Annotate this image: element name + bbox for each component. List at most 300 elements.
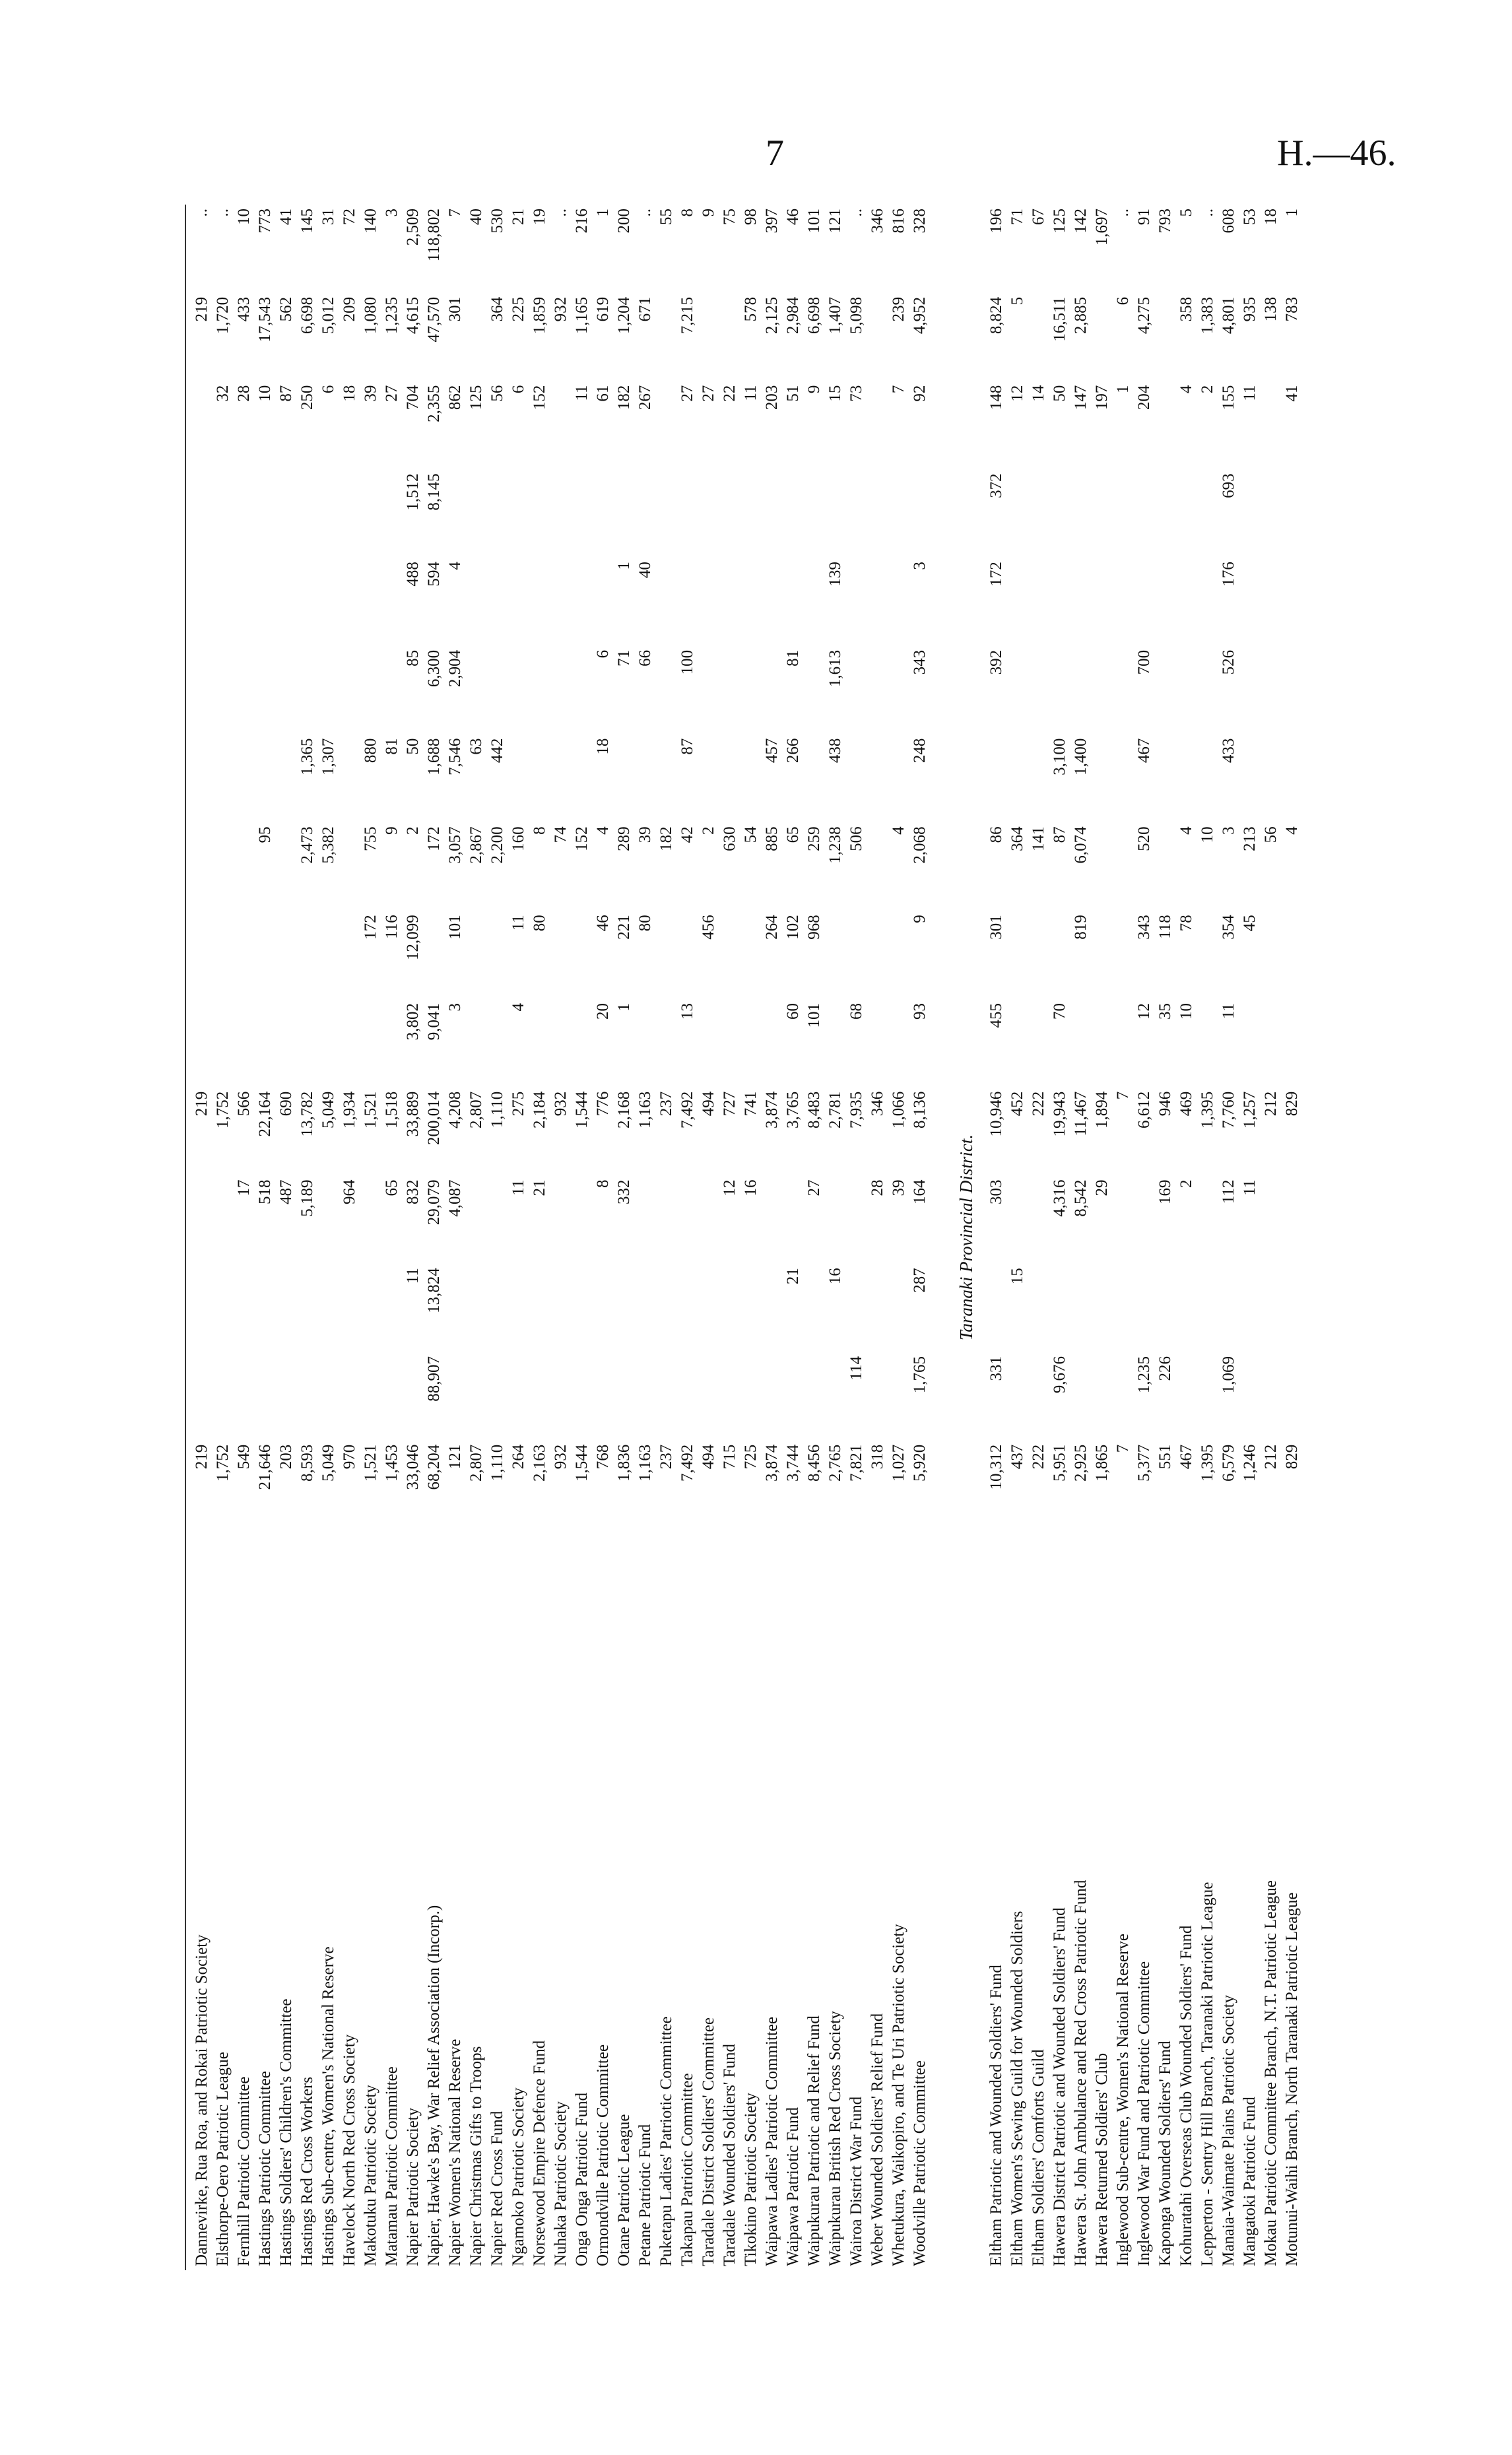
amount-cell [445,1264,466,1352]
amount-cell [550,381,572,470]
amount-cell: 1,765 [911,1356,929,1394]
amount-cell [1007,1352,1028,1441]
amount-cell: 29 [1093,1179,1111,1196]
amount-cell: 2,509 [404,209,422,246]
amount-cell [213,822,234,911]
fund-name-cell: Hastings Red Cross Workers [298,2076,316,2266]
amount-cell: 68 [847,1002,865,1020]
amount-cell [677,469,698,558]
amount-cell: 6,074 [1072,826,1090,864]
amount-cell [783,558,804,646]
table-row [339,205,360,2270]
amount-cell: 457 [763,738,781,764]
amount-cell [804,558,825,646]
amount-cell: 5,377 [1135,1444,1153,1482]
amount-cell [635,1352,656,1441]
amount-cell [635,999,656,1088]
amount-cell [1197,646,1218,735]
amount-cell: 172 [425,826,443,851]
amount-cell: 829 [1283,1091,1301,1117]
amount-cell [381,1264,403,1352]
amount-cell [508,558,529,646]
amount-cell: .. [1199,209,1216,217]
amount-cell [656,1352,677,1441]
amount-cell: 4,087 [446,1179,464,1217]
amount-cell [466,646,487,735]
amount-cell [888,999,909,1088]
amount-cell: 6,612 [1135,1091,1153,1129]
amount-cell [234,911,255,999]
amount-cell: 216 [573,209,591,234]
amount-cell: 15 [1008,1268,1026,1285]
amount-cell: 1,934 [341,1091,358,1129]
amount-cell: 3 [1220,826,1237,835]
amount-cell: 118,802 [425,209,443,262]
amount-cell: 8,542 [1072,1179,1090,1217]
amount-cell: 78 [1177,915,1195,932]
amount-cell [466,293,487,381]
amount-cell: 364 [488,296,506,322]
amount-cell: 715 [721,1444,739,1470]
amount-cell [740,999,762,1088]
amount-cell [297,999,318,1088]
amount-cell [550,646,572,735]
fund-name-cell: Nuhaka Patriotic Society [552,2101,570,2266]
amount-cell: 1 [594,209,612,217]
amount-cell [255,646,276,735]
amount-cell: 3,057 [446,826,464,864]
amount-cell [550,911,572,999]
amount-cell [740,1352,762,1441]
amount-cell: 10,946 [987,1091,1005,1137]
amount-cell [1113,822,1134,911]
fund-name-cell: Waipukurau British Red Cross Society [826,2011,844,2266]
amount-cell [1197,735,1218,823]
amount-cell: 2,473 [298,826,316,864]
amount-cell [1239,469,1261,558]
amount-cell [529,1264,550,1352]
rule-cell [185,822,191,911]
amount-cell [360,469,381,558]
amount-cell: 773 [256,209,274,234]
page-header [0,0,1512,218]
amount-cell: 87 [1051,826,1068,843]
fund-name-cell: Eltham Patriotic and Wounded Soldiers' Fund [987,1965,1005,2266]
amount-cell [740,735,762,823]
amount-cell [1282,558,1303,646]
amount-cell [234,999,255,1088]
amount-cell: 13,824 [425,1268,443,1313]
amount-cell: 932 [552,1444,570,1470]
amount-cell: 1,752 [214,1444,232,1482]
amount-cell: 72 [341,209,358,225]
amount-cell: 47,570 [425,296,443,343]
amount-cell [719,469,740,558]
gap-cell [931,205,946,2270]
amount-cell: 98 [742,209,760,225]
amount-cell: 2,807 [467,1444,485,1482]
amount-cell: 63 [467,738,485,755]
amount-cell: 2 [1199,385,1216,394]
amount-cell [1092,911,1113,999]
amount-cell: 354 [1220,915,1237,940]
amount-cell: 5,951 [1051,1444,1068,1482]
amount-cell: 27 [383,385,401,402]
amount-cell: 3 [911,562,929,570]
amount-cell: 456 [700,915,717,940]
amount-cell: 21 [784,1268,802,1285]
amount-cell [1007,558,1028,646]
table-row [1134,205,1155,2270]
amount-cell: 2,885 [1072,296,1090,335]
amount-cell: 31 [319,209,337,225]
amount-cell: 6,698 [805,296,823,335]
amount-cell [445,1352,466,1441]
amount-cell: 12 [1135,1002,1153,1020]
amount-cell [318,646,339,735]
amount-cell: 970 [341,1444,358,1470]
amount-cell [1282,1175,1303,1264]
amount-cell [339,646,360,735]
amount-cell: 768 [594,1444,612,1470]
amount-cell: 7,546 [446,738,464,775]
rule-cell [185,558,191,646]
amount-cell: 594 [425,562,443,587]
amount-cell [656,999,677,1088]
amount-cell [1239,999,1261,1088]
amount-cell [529,469,550,558]
amount-cell [867,1264,888,1352]
amount-cell [487,1352,508,1441]
amount-cell: 212 [1262,1091,1280,1117]
amount-cell: 80 [636,915,654,932]
amount-cell: 39 [362,385,379,402]
amount-cell: 8,136 [911,1091,929,1129]
amount-cell: 21 [531,1179,548,1196]
amount-cell [1261,381,1282,470]
amount-cell [466,1352,487,1441]
amount-cell: 693 [1220,473,1237,498]
amount-cell: .. [214,209,232,217]
amount-cell: 8,593 [298,1444,316,1482]
amount-cell [1028,646,1049,735]
amount-cell: 65 [383,1179,401,1196]
amount-cell: 819 [1072,915,1090,940]
rule-cell [185,1441,191,1529]
amount-cell [656,1175,677,1264]
amount-cell [1134,1175,1155,1264]
amount-cell [1176,735,1197,823]
amount-cell: 101 [446,915,464,940]
amount-cell: 318 [869,1444,886,1470]
amount-cell [986,1264,1007,1352]
table-row [1049,205,1070,2270]
amount-cell [762,1175,783,1264]
amount-cell: 8 [594,1179,612,1188]
table-row [1197,205,1218,2270]
amount-cell: 139 [826,562,844,587]
amount-cell: 18 [1262,209,1280,225]
amount-cell [804,1352,825,1441]
amount-cell: 141 [1030,826,1047,851]
amount-cell [677,1264,698,1352]
rule-cell [185,1088,191,1176]
amount-cell: 39 [636,826,654,843]
amount-cell [656,469,677,558]
amount-cell [1049,911,1070,999]
amount-cell: 27 [700,385,717,402]
amount-cell [339,999,360,1088]
fund-name-cell: Otane Patriotic League [615,2114,633,2266]
amount-cell: 1,752 [214,1091,232,1129]
amount-cell [635,735,656,823]
amount-cell: 81 [383,738,401,755]
amount-cell: 22 [721,385,739,402]
amount-cell [909,469,931,558]
amount-cell: 1,688 [425,738,443,775]
amount-cell: 16,511 [1051,296,1068,342]
amount-cell [466,469,487,558]
amount-cell: 1 [615,562,633,570]
amount-cell [318,1175,339,1264]
amount-cell: 1,204 [615,296,633,335]
amount-cell: 68,204 [425,1444,443,1490]
table-row [550,205,572,2270]
amount-cell [360,646,381,735]
amount-cell: 81 [784,649,802,667]
amount-cell [529,558,550,646]
amount-cell: 1 [615,1002,633,1012]
amount-cell [487,1264,508,1352]
amount-cell [719,1352,740,1441]
amount-cell [846,469,867,558]
amount-cell: 50 [404,738,422,755]
fund-name-cell: Hastings Sub-centre, Women's National Reserve [319,1946,337,2266]
table-row [213,205,234,2270]
amount-cell: 5,920 [911,1444,929,1482]
table-row [804,205,825,2270]
amount-cell: 41 [277,209,295,225]
table-row [1007,205,1028,2270]
amount-cell [698,558,719,646]
amount-cell [888,911,909,999]
amount-cell: 54 [742,826,760,843]
amount-cell: 5,189 [298,1179,316,1217]
amount-cell: 1,544 [573,1091,591,1129]
amount-cell: 9,676 [1051,1356,1068,1394]
amount-cell: 5 [1008,296,1026,306]
amount-cell: 41 [1283,385,1301,402]
amount-cell: 1,235 [1135,1356,1153,1394]
amount-cell: 1,383 [1199,296,1216,335]
amount-cell: 40 [467,209,485,225]
amount-cell: 4 [890,826,907,835]
amount-cell: 266 [784,738,802,764]
amount-cell: 2 [404,826,422,835]
fund-name-cell: Weber Wounded Soldiers' Relief Fund [869,2013,886,2266]
amount-cell: 219 [193,296,211,322]
table-row [1092,205,1113,2270]
amount-cell: 8,456 [805,1444,823,1482]
amount-cell: 221 [615,915,633,940]
amount-cell: 783 [1283,296,1301,322]
table-row [318,205,339,2270]
fund-name-cell: Takapau Patriotic Committee [678,2073,696,2266]
amount-cell [1239,1352,1261,1441]
amount-cell [1092,293,1113,381]
amount-cell [1197,469,1218,558]
amount-cell: 2,781 [826,1091,844,1129]
amount-cell: 213 [1241,826,1259,851]
amount-cell: 4 [594,826,612,835]
amount-cell [191,999,213,1088]
amount-cell: 56 [1262,826,1280,843]
amount-cell: 1,836 [615,1444,633,1482]
amount-cell [360,1264,381,1352]
amount-cell [1176,1264,1197,1352]
amount-cell: 8 [678,209,696,217]
amount-cell [572,911,593,999]
fund-name-cell: Lepperton - Sentry Hill Branch, Taranaki Patriotic League [1199,1882,1216,2266]
amount-cell [466,999,487,1088]
amount-cell [1092,646,1113,735]
amount-cell [698,735,719,823]
amount-cell: 10 [235,209,253,225]
amount-cell [1197,1175,1218,1264]
amount-cell [1113,1264,1134,1352]
amount-cell: 4,275 [1135,296,1153,335]
amount-cell: 964 [341,1179,358,1204]
fund-name-cell: Matamau Patriotic Committee [383,2066,401,2266]
amount-cell: 152 [573,826,591,851]
amount-cell: .. [193,209,211,217]
amount-cell: 2,355 [425,385,443,422]
table-row [1218,205,1239,2270]
rule-cell [185,1264,191,1352]
amount-cell: 4,615 [404,296,422,335]
amount-cell [255,469,276,558]
amount-cell: 27 [805,1179,823,1196]
amount-cell [1239,735,1261,823]
amount-cell: 2,200 [488,826,506,864]
table-row [740,205,762,2270]
amount-cell: 152 [531,385,548,410]
amount-cell: 4,801 [1220,296,1237,335]
amount-cell: 2 [1177,1179,1195,1188]
amount-cell [1092,1352,1113,1441]
amount-cell [339,1352,360,1441]
amount-cell [804,735,825,823]
amount-cell: 5,012 [319,296,337,335]
amount-cell: 67 [1030,209,1047,225]
amount-cell: 1,544 [573,1444,591,1482]
amount-cell [1155,558,1176,646]
amount-cell: 9 [911,915,929,923]
table-row [297,205,318,2270]
district-heading-row [946,205,986,2270]
amount-cell: 494 [700,1444,717,1470]
rule-cell [185,1529,191,2270]
table-row [381,205,403,2270]
amount-cell [762,469,783,558]
amount-cell [1155,1264,1176,1352]
amount-cell [1007,911,1028,999]
amount-cell [466,1175,487,1264]
amount-cell: 46 [594,915,612,932]
table-row [1239,205,1261,2270]
amount-cell: 630 [721,826,739,851]
amount-cell: 264 [509,1444,527,1470]
amount-cell: 248 [911,738,929,764]
amount-cell [297,1352,318,1441]
amount-cell: 7 [1114,1091,1132,1100]
fund-name-cell: Mokau Patriotic Committee Branch, N.T. Patriotic League [1262,1880,1280,2266]
table-row [403,205,424,2270]
amount-cell: 566 [235,1091,253,1117]
amount-cell: 200 [615,209,633,234]
amount-cell: 7,492 [678,1091,696,1129]
fund-name-cell: Wairoa District War Fund [847,2096,865,2266]
amount-cell [677,911,698,999]
amount-cell: 50 [1051,385,1068,402]
amount-cell: 3 [446,1002,464,1012]
amount-cell [783,1175,804,1264]
amount-cell [550,735,572,823]
amount-cell [614,735,635,823]
amount-cell [276,558,297,646]
rotated-table-container [185,205,1360,2270]
amount-cell: 3,765 [784,1091,802,1129]
amount-cell [1282,999,1303,1088]
amount-cell: .. [847,209,865,217]
amount-cell [234,646,255,735]
amount-cell: 16 [742,1179,760,1196]
amount-cell [804,646,825,735]
fund-name-cell: Manaia-Waimate Plains Patriotic Society [1220,1994,1237,2266]
amount-cell: 10 [1177,1002,1195,1020]
amount-cell [635,1175,656,1264]
amount-cell: 2,184 [531,1091,548,1129]
fund-name-cell: Waipawa Patriotic Fund [784,2107,802,2266]
amount-cell [381,1352,403,1441]
amount-cell: 7,935 [847,1091,865,1129]
amount-cell [550,558,572,646]
amount-cell: 28 [869,1179,886,1196]
amount-cell: 2,068 [911,826,929,864]
amount-cell [318,999,339,1088]
amount-cell: 372 [987,473,1005,498]
amount-cell: 725 [742,1444,760,1470]
amount-cell [529,646,550,735]
amount-cell [1155,646,1176,735]
amount-cell [1028,1352,1049,1441]
amount-cell [318,558,339,646]
amount-cell: 6,579 [1220,1444,1237,1482]
amount-cell [1092,822,1113,911]
amount-cell: 5 [1177,209,1195,217]
table-row [698,205,719,2270]
amount-cell: 287 [911,1268,929,1293]
amount-cell [888,1264,909,1352]
amount-cell [698,293,719,381]
amount-cell [1261,735,1282,823]
amount-cell [403,1352,424,1441]
amount-cell: 487 [277,1179,295,1204]
section-gap [931,205,946,2270]
amount-cell [318,469,339,558]
table-row [424,205,445,2270]
amount-cell: 7,492 [678,1444,696,1482]
